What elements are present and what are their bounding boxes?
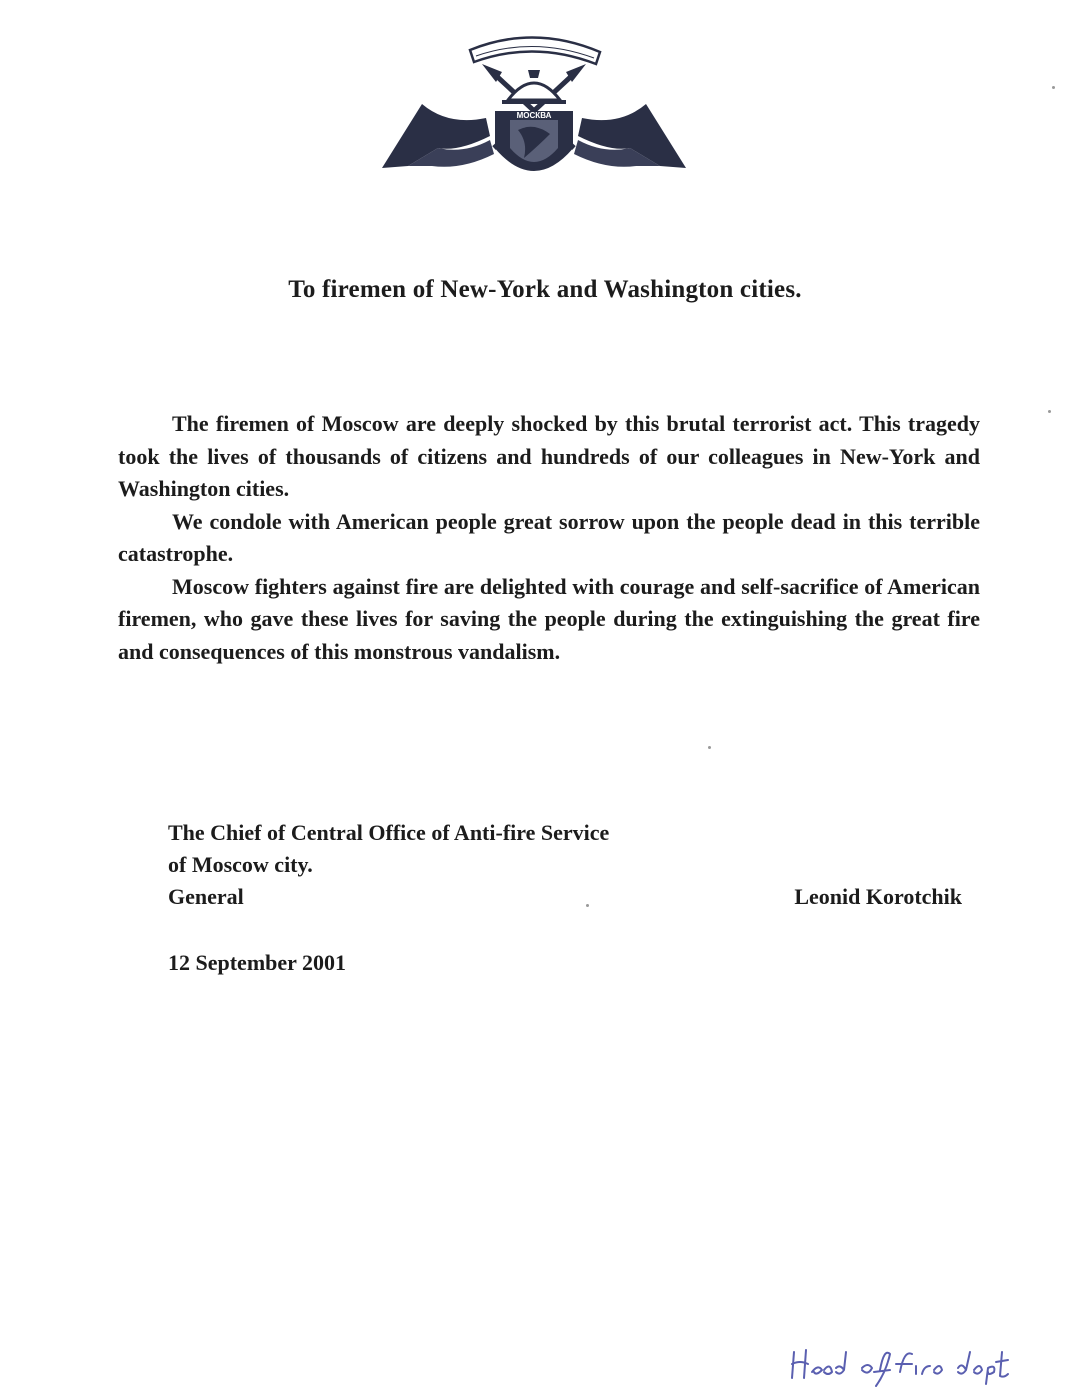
letter-date: 12 September 2001 <box>168 950 347 975</box>
handwritten-note-scribble <box>788 1342 1028 1388</box>
scan-speck <box>586 904 589 907</box>
scan-speck <box>708 746 711 749</box>
signature-rank: General <box>168 884 244 909</box>
fire-department-emblem-icon <box>378 30 690 190</box>
paragraph: Moscow fighters against fire are delighted with courage and self-sacrifice of American firemen, who gave these lives for saving the people during the extinguishing the great fire and consequences of this monstrous vandalism. <box>118 573 980 664</box>
scan-speck <box>1048 410 1051 413</box>
signature-city-line: of Moscow city. <box>168 852 313 877</box>
emblem-text: МОСКВА <box>516 111 552 120</box>
scan-speck <box>1052 86 1055 89</box>
paragraph: The firemen of Moscow are deeply shocked by this brutal terrorist act. This tragedy took the lives of thousands of citizens and hundreds of our colleagues in New-York and Washington cities. <box>118 411 980 501</box>
paragraph: We condole with American people great sorrow upon the people dead in this terrible catastrophe. <box>118 508 980 566</box>
letter-body <box>118 408 980 668</box>
letter-title: To firemen of New-York and Washington cities. <box>288 276 802 303</box>
signature-name: Leonid Korotchik <box>794 884 962 909</box>
signature-office-line: The Chief of Central Office of Anti-fire Service <box>168 820 610 845</box>
